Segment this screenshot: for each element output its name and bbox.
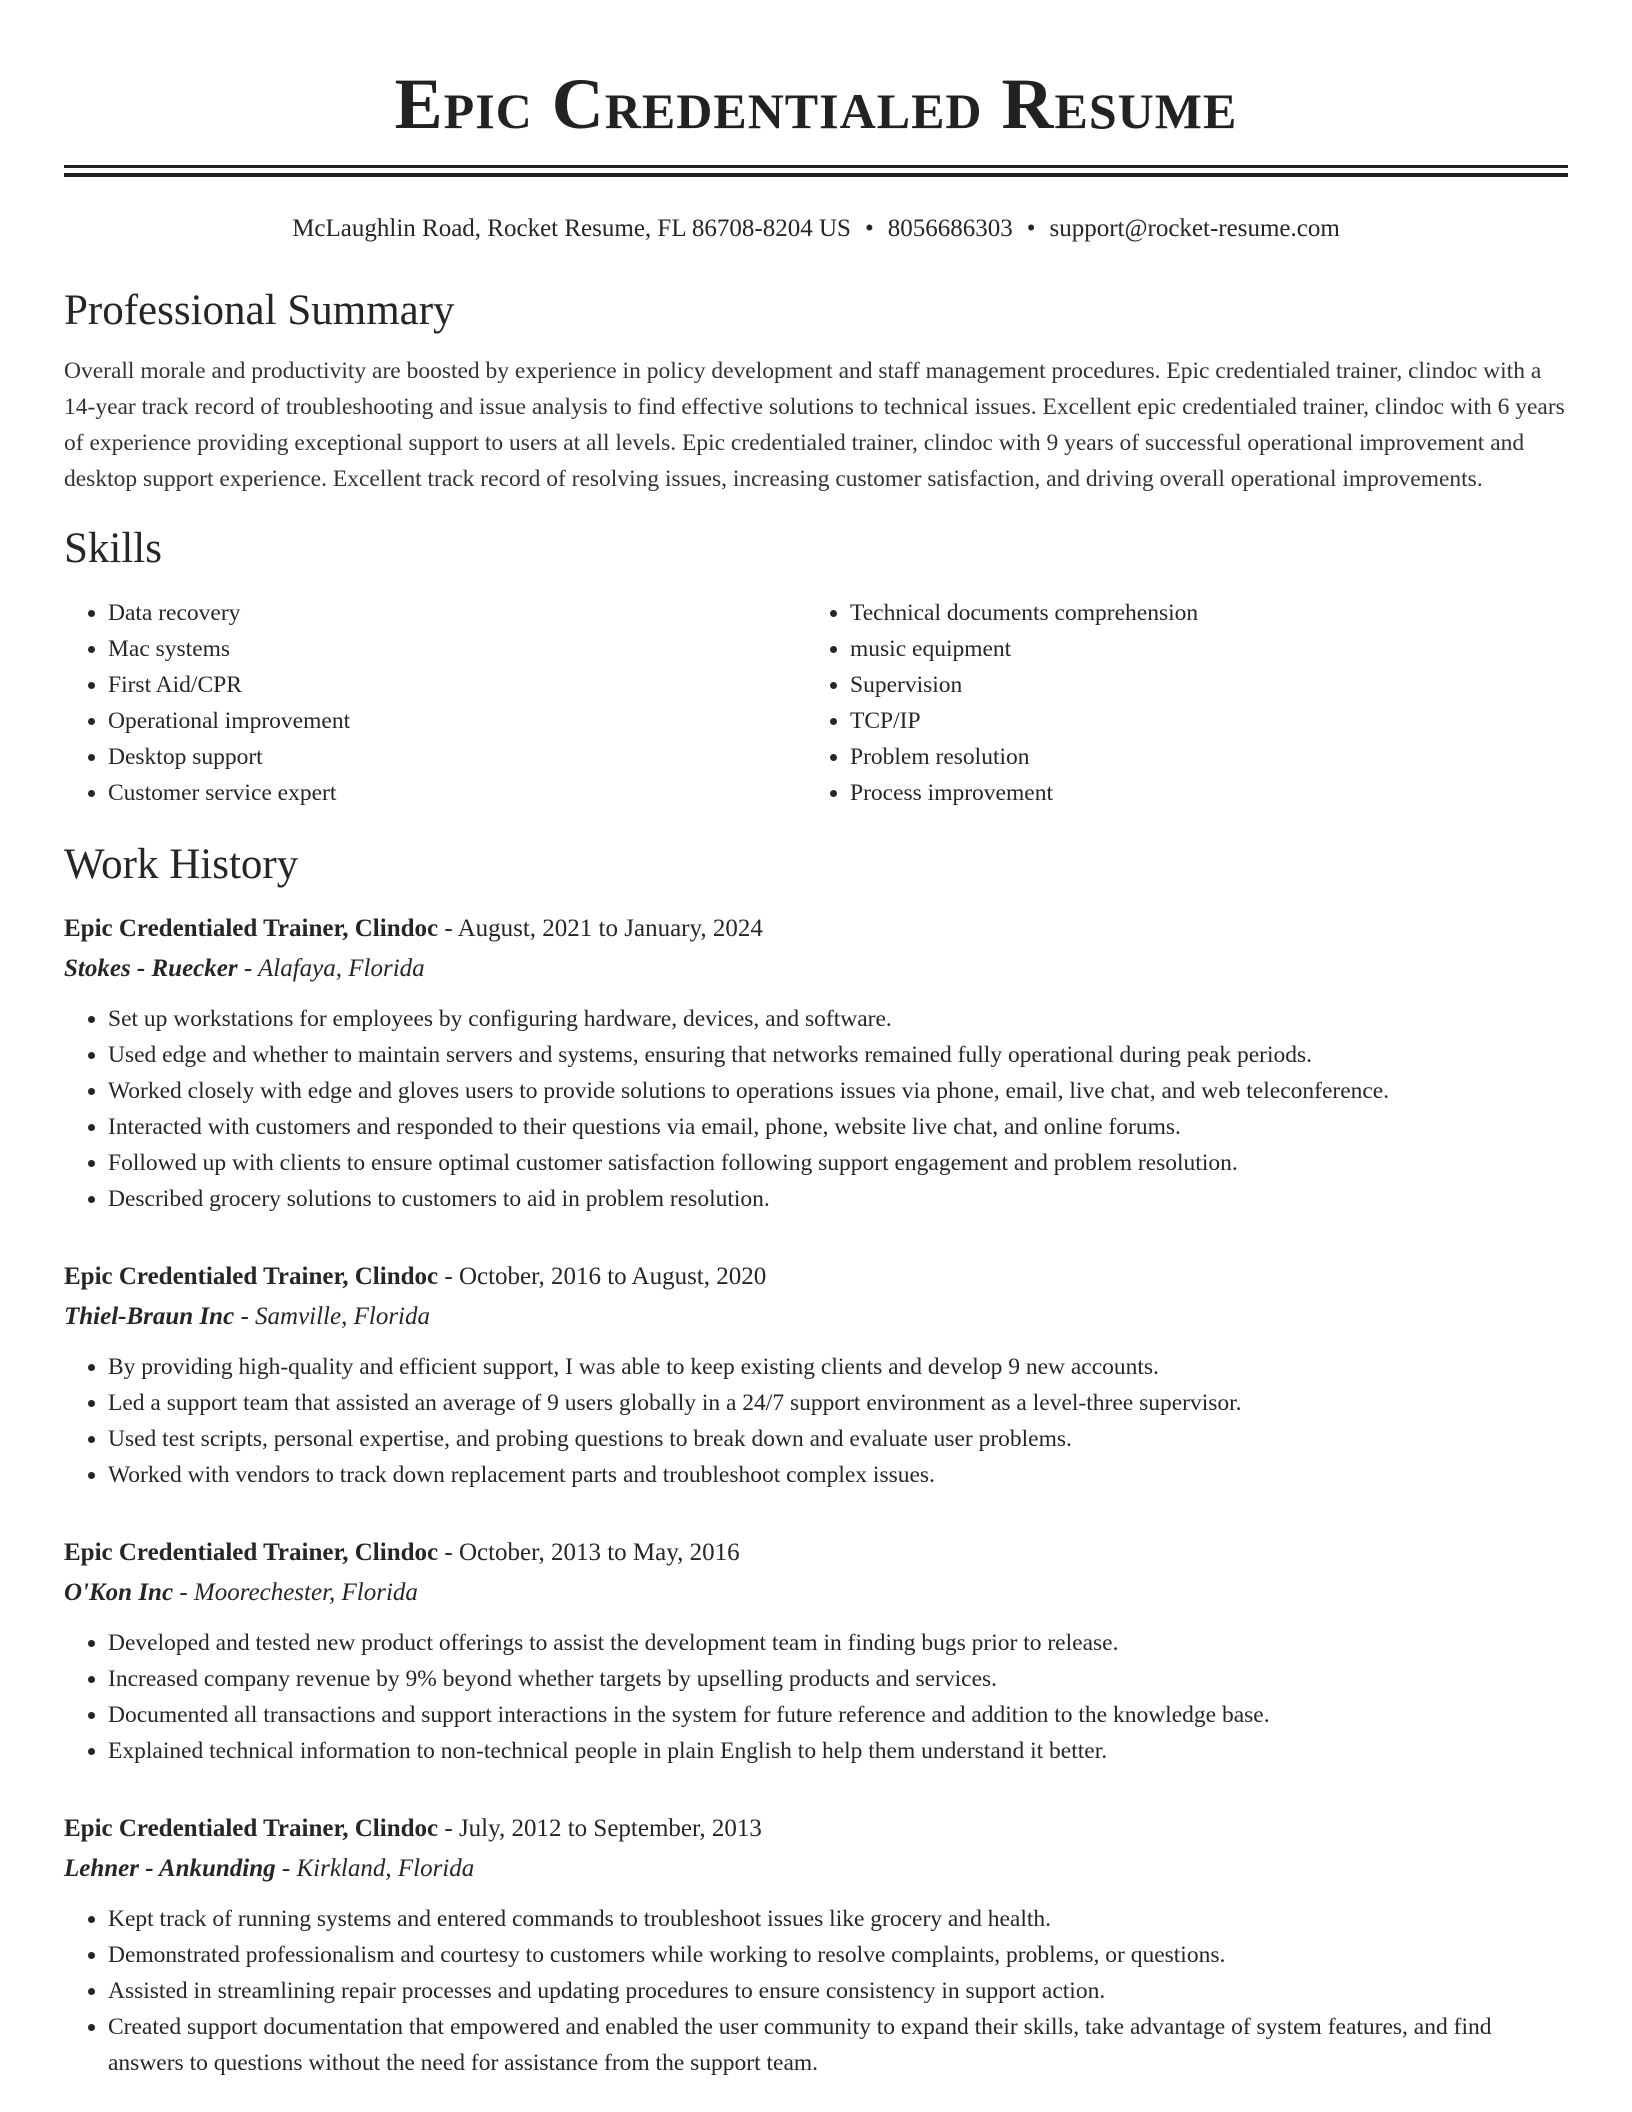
job-bullet: • Explained technical information to non-technical people in plain English to help them understand it better. xyxy=(108,1733,1568,1769)
job-location: Samville, Florida xyxy=(255,1303,430,1330)
job-title: Epic Credentialed Trainer, Clindoc xyxy=(64,1815,439,1842)
contact-email: support@rocket-resume.com xyxy=(1049,215,1340,242)
job-bullet: • Kept track of running systems and entered commands to troubleshoot issues like grocery and health. xyxy=(108,1901,1568,1937)
job-entry xyxy=(64,1811,1568,2081)
job-bullet: • Interacted with customers and responded to their questions via email, phone, website live chat, and online forums. xyxy=(108,1109,1568,1145)
job-company: Thiel-Braun Inc xyxy=(64,1303,235,1330)
job-bullet: • Worked closely with edge and gloves users to provide solutions to operations issues via phone, email, live chat, and web teleconference. xyxy=(108,1073,1568,1109)
summary-text: Overall morale and productivity are boosted by experience in policy development and staff management procedures. Epic credentialed trainer, clindoc with a 14-year track record of troubleshooting and issue analysis to find effective solutions to technical issues. Excellent epic credentialed trainer, clindoc with 6 years of experience providing exceptional support to users at all levels. Epic credentialed trainer, clindoc with 9 years of successful operational improvement and desktop support experience. Excellent track record of resolving issues, increasing customer satisfaction, and driving overall operational improvements. xyxy=(64,358,1565,492)
job-bullet: • Demonstrated professionalism and courtesy to customers while working to resolve complaints, problems, or questions. xyxy=(108,1937,1568,1973)
job-location: Moorechester, Florida xyxy=(193,1579,418,1606)
skill-item: • Problem resolution xyxy=(850,739,1548,775)
title-divider-bottom xyxy=(64,173,1568,177)
job-title: Epic Credentialed Trainer, Clindoc xyxy=(64,1263,439,1290)
job-title-line xyxy=(64,1811,1568,1847)
job-company-line xyxy=(64,951,1568,987)
job-bullets xyxy=(64,1901,1568,2081)
job-title-line xyxy=(64,1535,1568,1571)
job-separator: - xyxy=(237,955,258,982)
resume-title: Epic Credentialed Resume xyxy=(394,64,1238,144)
skill-item: • music equipment xyxy=(850,631,1548,667)
skill-item: • Supervision xyxy=(850,667,1548,703)
job-dates: August, 2021 to January, 2024 xyxy=(457,915,763,942)
job-bullets xyxy=(64,1001,1568,1217)
work-history-heading: Work History xyxy=(64,841,299,888)
job-bullet: • Assisted in streamlining repair processes and updating procedures to ensure consistency in support action. xyxy=(108,1973,1568,2009)
title-divider-top xyxy=(64,165,1568,168)
skill-item: • Desktop support xyxy=(108,739,806,775)
job-bullet: • Set up workstations for employees by configuring hardware, devices, and software. xyxy=(108,1001,1568,1037)
job-bullet: • Used edge and whether to maintain servers and systems, ensuring that networks remained fully operational during peak periods. xyxy=(108,1037,1568,1073)
job-title-line xyxy=(64,911,1568,947)
job-company-line xyxy=(64,1299,1568,1335)
skills-column-right xyxy=(806,595,1548,811)
resume-page xyxy=(64,0,1568,2081)
job-entry xyxy=(64,1259,1568,1493)
contact-phone: 8056686303 xyxy=(887,215,1013,242)
job-company-line xyxy=(64,1575,1568,1611)
skill-item: • Operational improvement xyxy=(108,703,806,739)
job-separator: - xyxy=(173,1579,194,1606)
job-separator: - xyxy=(438,915,458,942)
job-separator: - xyxy=(275,1855,297,1882)
contact-line xyxy=(64,211,1568,247)
job-separator: - xyxy=(234,1303,256,1330)
job-bullet: • Worked with vendors to track down replacement parts and troubleshoot complex issues. xyxy=(108,1457,1568,1493)
skills-column-left xyxy=(64,595,806,811)
job-company: Lehner - Ankunding xyxy=(64,1855,276,1882)
job-dates: October, 2016 to August, 2020 xyxy=(458,1263,767,1290)
job-location: Alafaya, Florida xyxy=(257,955,425,982)
job-bullet: • By providing high-quality and efficient support, I was able to keep existing clients and develop 9 new accounts. xyxy=(108,1349,1568,1385)
skill-item: • TCP/IP xyxy=(850,703,1548,739)
job-bullet: • Followed up with clients to ensure optimal customer satisfaction following support engagement and problem resolution. xyxy=(108,1145,1568,1181)
job-title: Epic Credentialed Trainer, Clindoc xyxy=(64,915,439,942)
job-dates: July, 2012 to September, 2013 xyxy=(458,1815,762,1842)
job-dates: October, 2013 to May, 2016 xyxy=(458,1539,740,1566)
job-company: O'Kon Inc xyxy=(64,1579,174,1606)
skill-item: • Mac systems xyxy=(108,631,806,667)
job-bullets xyxy=(64,1625,1568,1769)
job-bullet: • Used test scripts, personal expertise, and probing questions to break down and evaluate user problems. xyxy=(108,1421,1568,1457)
job-bullets xyxy=(64,1349,1568,1493)
skill-item: • Technical documents comprehension xyxy=(850,595,1548,631)
job-separator: - xyxy=(438,1263,459,1290)
skills-heading: Skills xyxy=(64,525,162,572)
skill-item: • Process improvement xyxy=(850,775,1548,811)
contact-separator: • xyxy=(864,215,874,242)
job-bullet: • Described grocery solutions to customers to aid in problem resolution. xyxy=(108,1181,1568,1217)
skills-list xyxy=(64,595,1568,811)
summary-heading: Professional Summary xyxy=(64,287,455,334)
job-title: Epic Credentialed Trainer, Clindoc xyxy=(64,1539,439,1566)
job-separator: - xyxy=(438,1539,459,1566)
job-bullet: • Developed and tested new product offerings to assist the development team in finding bugs prior to release. xyxy=(108,1625,1568,1661)
job-bullet: • Documented all transactions and support interactions in the system for future reference and addition to the knowledge base. xyxy=(108,1697,1568,1733)
job-bullet: • Led a support team that assisted an average of 9 users globally in a 24/7 support environment as a level-three supervisor. xyxy=(108,1385,1568,1421)
job-entry xyxy=(64,911,1568,1217)
job-entry xyxy=(64,1535,1568,1769)
skill-item: • Customer service expert xyxy=(108,775,806,811)
skill-item: • First Aid/CPR xyxy=(108,667,806,703)
job-company-line xyxy=(64,1851,1568,1887)
job-title-line xyxy=(64,1259,1568,1295)
contact-address: McLaughlin Road, Rocket Resume, FL 86708-8204 US xyxy=(292,215,851,242)
contact-separator: • xyxy=(1026,215,1036,242)
job-bullet: • Increased company revenue by 9% beyond whether targets by upselling products and services. xyxy=(108,1661,1568,1697)
job-company: Stokes - Ruecker xyxy=(64,955,238,982)
job-separator: - xyxy=(438,1815,459,1842)
skill-item: • Data recovery xyxy=(108,595,806,631)
job-location: Kirkland, Florida xyxy=(296,1855,475,1882)
job-bullet: • Created support documentation that empowered and enabled the user community to expand their skills, take advantage of system features, and find answers to questions without the need for assistance from the support team. xyxy=(108,2009,1568,2081)
